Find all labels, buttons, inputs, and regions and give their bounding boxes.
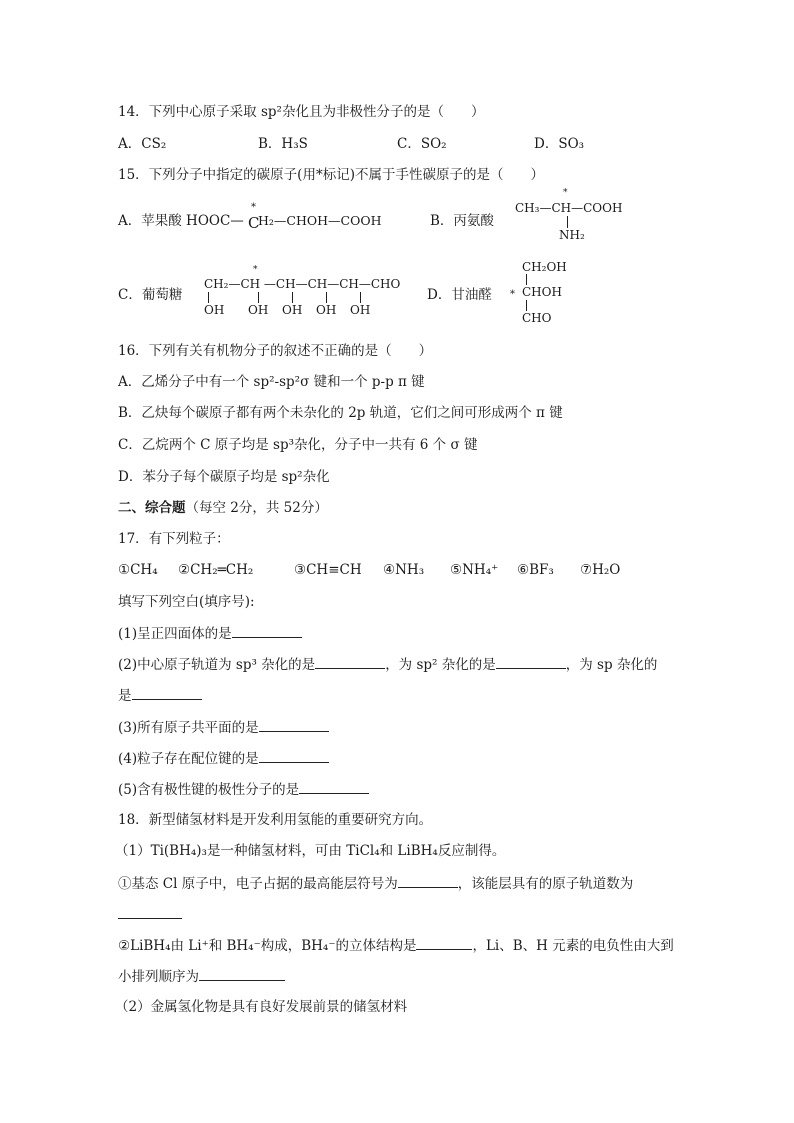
c-main-chain: CH₂—CH —CH—CH—CH—CHO bbox=[204, 277, 401, 291]
q15-option-b-label: B．丙氨酸 bbox=[430, 213, 494, 229]
section-title: 二、综合题 bbox=[118, 500, 186, 516]
q14-option-b: B．H₃S bbox=[258, 136, 308, 152]
q15-a-carbon: C bbox=[248, 214, 260, 232]
particle-1: ①CH₄ bbox=[118, 562, 158, 578]
q18-blank-2[interactable] bbox=[118, 904, 182, 919]
b-bond bbox=[567, 216, 568, 228]
q18-sub1a bbox=[118, 873, 633, 894]
q18-stem: 18．新型储氢材料是开发利用氢能的重要研究方向。 bbox=[118, 812, 433, 828]
q18-sub1a-cont bbox=[118, 904, 182, 925]
q17-blank-3[interactable] bbox=[259, 717, 329, 732]
q17-blank-5[interactable] bbox=[299, 779, 369, 794]
q17-part2-text-b: ，为 sp² 杂化的是 bbox=[385, 657, 496, 673]
particle-2: ②CH₂═CH₂ bbox=[178, 562, 254, 578]
q17-part3 bbox=[118, 717, 329, 738]
d-mid-group: CHOH bbox=[522, 285, 562, 299]
c-oh-5: OH bbox=[350, 303, 371, 317]
q17-part2-cont bbox=[118, 685, 202, 706]
particle-3: ③CH≡CH bbox=[294, 562, 362, 578]
q15-a-chiral-star: * bbox=[251, 202, 256, 213]
q17-part2-text-c: ，为 sp 杂化的 bbox=[565, 657, 658, 673]
c-bond-3 bbox=[292, 292, 293, 303]
q16-stem: 16．下列有关有机物分子的叙述不正确的是（ ） bbox=[118, 343, 433, 359]
c-oh-1: OH bbox=[204, 303, 225, 317]
q17-part5-text: (5)含有极性键的极性分子的是 bbox=[118, 782, 300, 798]
q15-stem: 15．下列分子中指定的碳原子(用*标记)不属于手性碳原子的是（ ） bbox=[118, 167, 544, 183]
section-note: （每空 2分，共 52分） bbox=[185, 500, 328, 516]
q15-option-c-label: C．葡萄糖 bbox=[118, 287, 183, 303]
b-main-chain: CH₃—CH—COOH bbox=[515, 201, 623, 215]
q18-sub1b-text: ②LiBH₄由 Li⁺和 BH₄⁻构成，BH₄⁻的立体结构是 bbox=[118, 938, 417, 954]
q17-blank-2b[interactable] bbox=[496, 654, 566, 669]
c-oh-4: OH bbox=[316, 303, 337, 317]
q18-blank-4[interactable] bbox=[199, 966, 285, 981]
q17-blank-2c[interactable] bbox=[132, 685, 202, 700]
q16-option-b: B．乙炔每个碳原子都有两个未杂化的 2p 轨道，它们之间可形成两个 π 键 bbox=[118, 405, 563, 421]
q16-option-d: D．苯分子每个碳原子均是 sp²杂化 bbox=[118, 469, 330, 485]
q14-option-d: D．SO₃ bbox=[534, 136, 585, 152]
particle-4: ④NH₃ bbox=[383, 562, 425, 578]
d-top-group: CH₂OH bbox=[522, 260, 567, 274]
q17-part1 bbox=[118, 623, 302, 644]
q18-sub1: （1）Ti(BH₄)₃是一种储氢材料，可由 TiCl₄和 LiBH₄反应制得。 bbox=[115, 843, 506, 859]
q17-stem: 17．有下列粒子： bbox=[118, 531, 230, 547]
b-chiral-star: * bbox=[563, 188, 568, 198]
alanine-structure bbox=[515, 188, 645, 246]
q14-stem: 14．下列中心原子采取 sp²杂化且为非极性分子的是（ ） bbox=[118, 104, 485, 120]
d-bond-1 bbox=[526, 274, 527, 285]
q18-sub2: （2）金属氢化物是具有良好发展前景的储氢材料 bbox=[115, 999, 408, 1015]
q18-sub1b bbox=[118, 935, 674, 956]
q18-sub1b-text3: 小排列顺序为 bbox=[118, 969, 199, 985]
q17-blank-4[interactable] bbox=[259, 748, 329, 763]
c-oh-2: OH bbox=[248, 303, 269, 317]
q18-blank-1[interactable] bbox=[398, 873, 458, 888]
q15-option-a-label: A．苹果酸 HOOC— bbox=[118, 213, 244, 229]
section-heading bbox=[118, 498, 328, 518]
q15-option-d-label: D．甘油醛 bbox=[427, 287, 492, 303]
q16-option-a: A．乙烯分子中有一个 sp²-sp²σ 键和一个 p-p π 键 bbox=[118, 374, 425, 390]
q17-instruction: 填写下列空白(填序号): bbox=[118, 594, 255, 610]
particle-7: ⑦H₂O bbox=[580, 562, 621, 578]
q17-blank-2a[interactable] bbox=[315, 654, 385, 669]
q17-part5 bbox=[118, 779, 369, 800]
q17-part4-text: (4)粒子存在配位键的是 bbox=[118, 751, 259, 767]
particle-6: ⑥BF₃ bbox=[517, 562, 554, 578]
q18-sub1a-text: ①基态 Cl 原子中，电子占据的最高能层符号为 bbox=[118, 876, 398, 892]
q17-part2 bbox=[118, 654, 657, 675]
q18-sub1b-cont bbox=[118, 966, 285, 987]
c-oh-3: OH bbox=[282, 303, 303, 317]
q17-blank-1[interactable] bbox=[232, 623, 302, 638]
c-bond-4 bbox=[326, 292, 327, 303]
q17-part3-text: (3)所有原子共平面的是 bbox=[118, 720, 259, 736]
d-bottom-group: CHO bbox=[522, 311, 552, 325]
q17-part4 bbox=[118, 748, 329, 769]
q18-sub1b-text2: ，Li、B、H 元素的电负性由大到 bbox=[472, 938, 674, 954]
d-bond-2 bbox=[526, 300, 527, 311]
b-amino-group: NH₂ bbox=[559, 228, 585, 242]
particle-5: ⑤NH₄⁺ bbox=[450, 562, 499, 578]
c-chiral-star: * bbox=[253, 265, 258, 275]
q15-a-formula-rest: H₂—CHOH—COOH bbox=[258, 213, 382, 228]
q18-blank-3[interactable] bbox=[416, 935, 472, 950]
glyceraldehyde-structure bbox=[508, 260, 578, 328]
c-bond-5 bbox=[360, 292, 361, 303]
c-bond-1 bbox=[208, 292, 209, 303]
q14-option-c: C．SO₂ bbox=[397, 136, 447, 152]
q17-part2-text-d: 是 bbox=[118, 688, 132, 704]
q14-option-a: A．CS₂ bbox=[118, 136, 167, 152]
q16-option-c: C．乙烷两个 C 原子均是 sp³杂化，分子中一共有 6 个 σ 键 bbox=[118, 437, 478, 453]
q17-part2-text-a: (2)中心原子轨道为 sp³ 杂化的是 bbox=[118, 657, 316, 673]
glucose-structure bbox=[204, 265, 419, 320]
q17-part1-text: (1)呈正四面体的是 bbox=[118, 626, 232, 642]
q18-sub1a-text2: ，该能层具有的原子轨道数为 bbox=[457, 876, 634, 892]
c-bond-2 bbox=[258, 292, 259, 303]
d-chiral-star: * bbox=[510, 289, 515, 300]
